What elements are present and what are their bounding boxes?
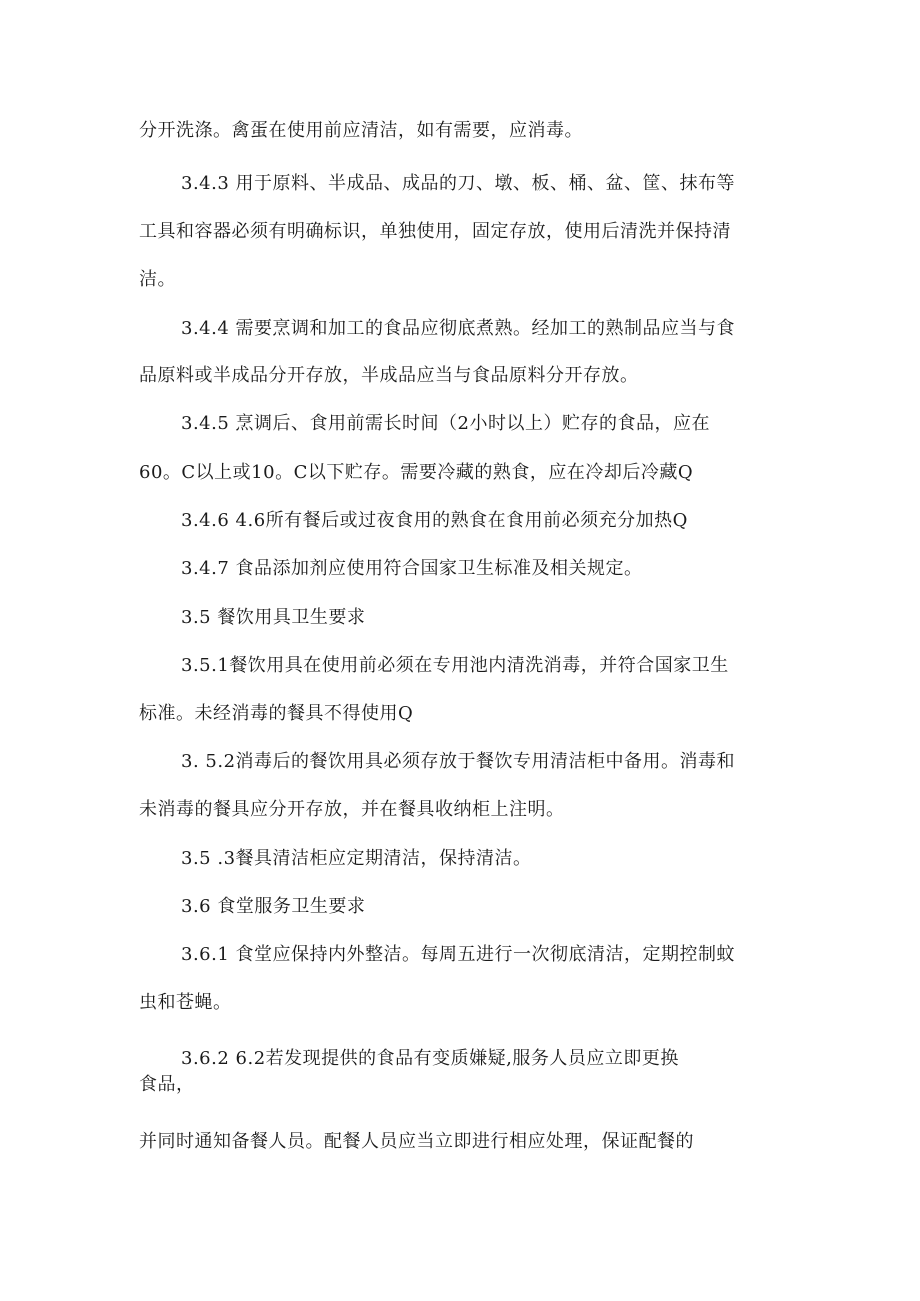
- text-line: 3.5 .3餐具清洁柜应定期清洁，保持清洁。: [181, 848, 532, 869]
- text-line: 3.4.4 需要烹调和加工的食品应彻底煮熟。经加工的熟制品应当与食: [181, 318, 736, 339]
- text-line: 虫和苍蝇。: [139, 992, 232, 1013]
- text-line: 3.5.1餐饮用具在使用前必须在专用池内清洗消毒，并符合国家卫生: [181, 655, 729, 676]
- text-line: 60。C以上或10。C以下贮存。需要冷藏的熟食，应在冷却后冷藏Q: [139, 462, 694, 483]
- text-line: 3.4.5 烹调后、食用前需长时间（2小时以上）贮存的食品，应在: [181, 413, 710, 434]
- section-heading: 3.5 餐饮用具卫生要求: [181, 607, 366, 628]
- text-line: 洁。: [139, 269, 176, 290]
- section-heading: 3.6 食堂服务卫生要求: [181, 896, 366, 917]
- text-line: 食品，: [139, 1074, 195, 1095]
- text-line: 3.6.1 食堂应保持内外整洁。每周五进行一次彻底清洁，定期控制蚊: [181, 944, 736, 965]
- text-line: 并同时通知备餐人员。配餐人员应当立即进行相应处理，保证配餐的: [139, 1131, 694, 1152]
- text-line: 工具和容器必须有明确标识，单独使用，固定存放，使用后清洗并保持清: [139, 221, 731, 242]
- text-line: 3.4.6 4.6所有餐后或过夜食用的熟食在食用前必须充分加热Q: [181, 510, 688, 531]
- text-line: 品原料或半成品分开存放，半成品应当与食品原料分开存放。: [139, 365, 639, 386]
- text-line: 3.4.7 食品添加剂应使用符合国家卫生标准及相关规定。: [181, 558, 643, 579]
- text-line: 未消毒的餐具应分开存放，并在餐具收纳柜上注明。: [139, 799, 565, 820]
- text-line: 3. 5.2消毒后的餐饮用具必须存放于餐饮专用清洁柜中备用。消毒和: [181, 751, 736, 772]
- text-line: 3.6.2 6.2若发现提供的食品有变质嫌疑,服务人员应立即更换: [181, 1048, 679, 1069]
- text-line: 3.4.3 用于原料、半成品、成品的刀、墩、板、桶、盆、筐、抹布等: [181, 173, 736, 194]
- text-line: 分开洗涤。禽蛋在使用前应清洁，如有需要，应消毒。: [139, 120, 583, 141]
- text-line: 标准。未经消毒的餐具不得使用Q: [139, 703, 414, 724]
